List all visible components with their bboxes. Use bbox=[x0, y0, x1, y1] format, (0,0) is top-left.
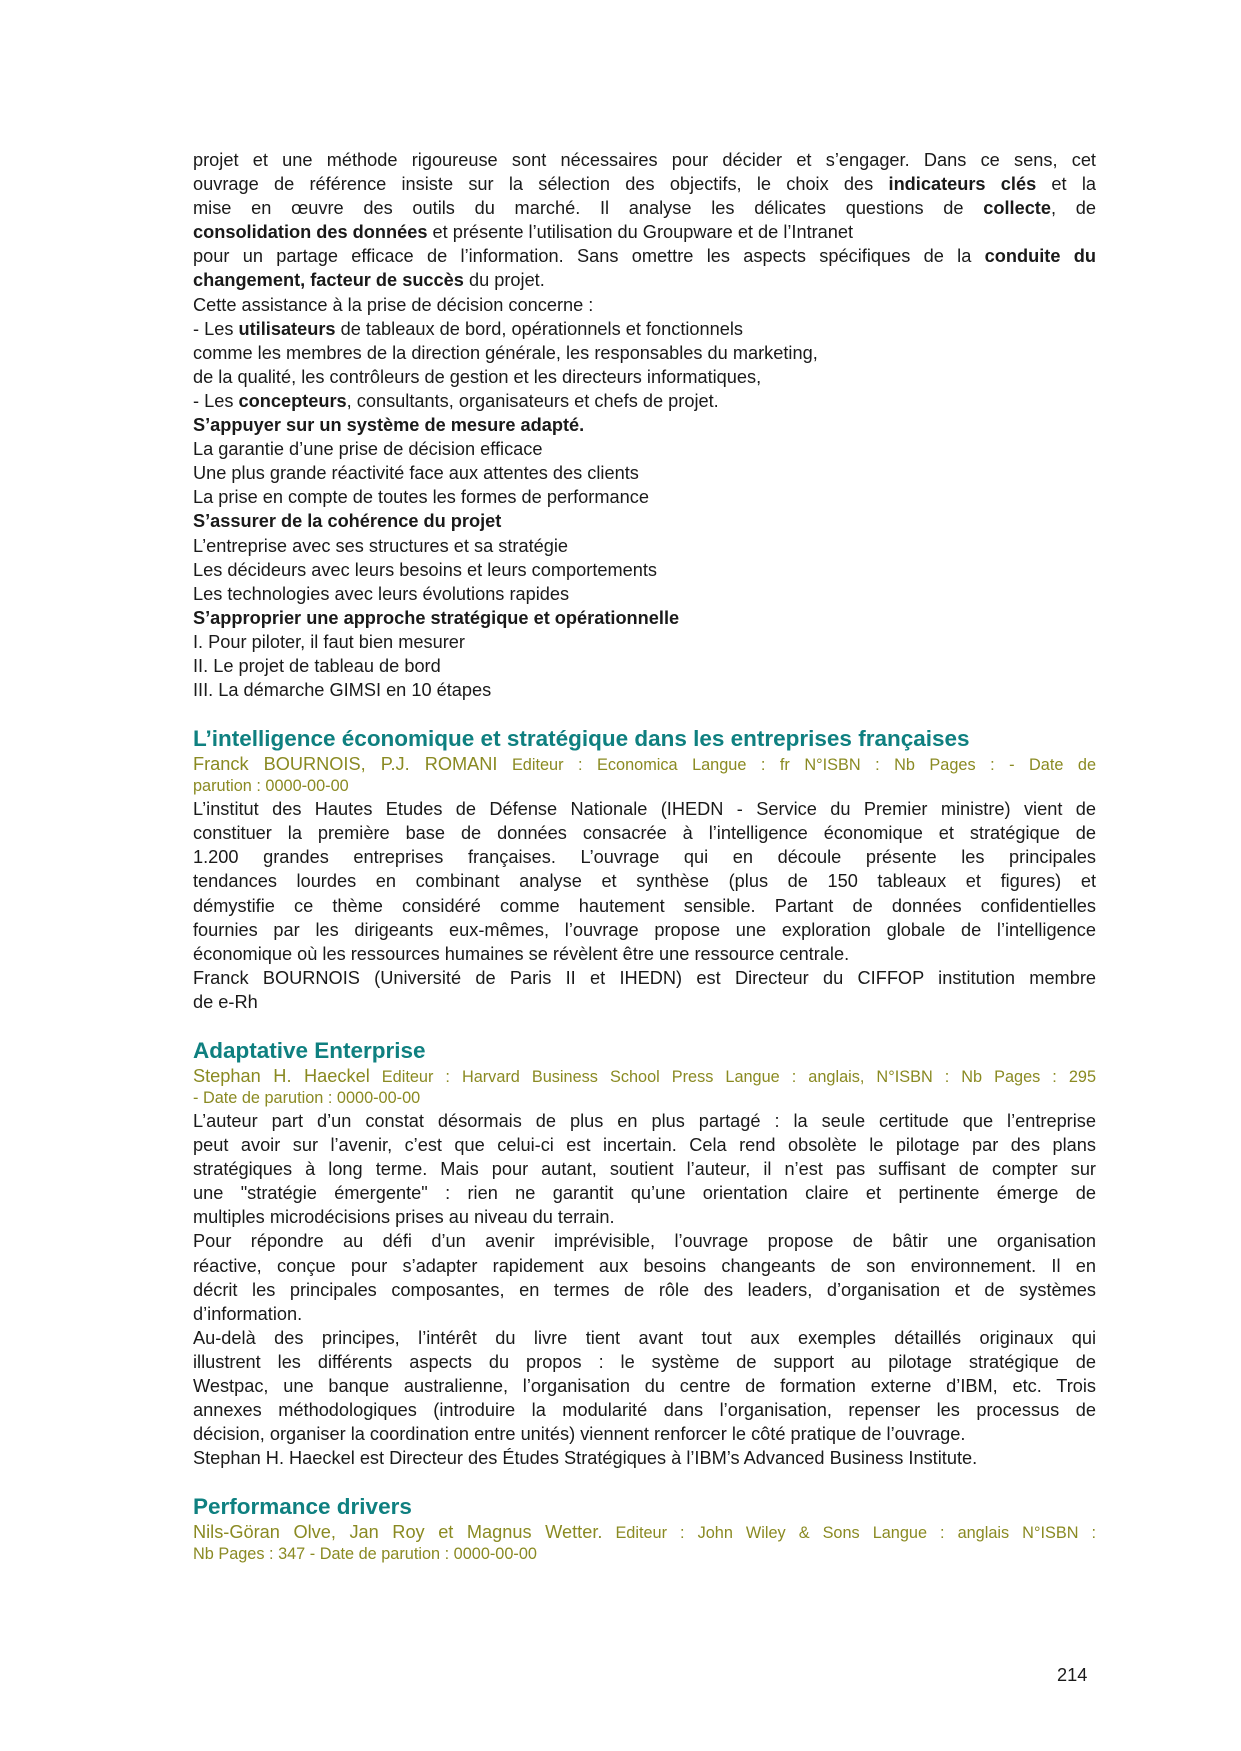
text-span: III. La démarche GIMSI en 10 étapes bbox=[193, 680, 492, 701]
book-title: Adaptative Enterprise bbox=[193, 1038, 426, 1063]
text-span: La garantie d’une prise de décision efficace bbox=[193, 439, 543, 460]
book-meta-line: parution : 0000-00-00 bbox=[193, 777, 349, 796]
bold-text: concepteurs bbox=[238, 390, 347, 411]
text-span: de la qualité, les contrôleurs de gestion et les directeurs informatiques, bbox=[193, 366, 762, 387]
book-author: Stephan H. Haeckel bbox=[193, 1066, 370, 1086]
book-description-line: multiples microdécisions prises au niveau du terrain. bbox=[193, 1207, 615, 1228]
book-meta-line: - Date de parution : 0000-00-00 bbox=[193, 1089, 421, 1107]
page-content bbox=[193, 148, 1096, 1565]
book-meta-line bbox=[193, 1065, 1096, 1087]
intro-line bbox=[193, 606, 1096, 630]
intro-line bbox=[193, 582, 1096, 606]
book-description-line: peut avoir sur l’avenir, c’est que celui-ci est incertain. Cela rend obsolète le pilotage par des plans bbox=[193, 1135, 1096, 1156]
intro-line bbox=[193, 630, 1096, 654]
text-span: de tableaux de bord, opérationnels et fonctionnels bbox=[335, 318, 744, 339]
bold-text: utilisateurs bbox=[238, 318, 336, 339]
intro-line bbox=[193, 172, 1096, 196]
bold-text: changement, facteur de succès bbox=[193, 270, 464, 291]
intro-line bbox=[193, 485, 1096, 509]
text-span: mise en œuvre des outils du marché. Il analyse les délicates questions de bbox=[193, 198, 984, 219]
text-span: comme les membres de la direction générale, les responsables du marketing, bbox=[193, 342, 818, 363]
book-description-line: une "stratégie émergente" : rien ne garantit qu’une orientation claire et pertinente émerge de bbox=[193, 1183, 1096, 1204]
text-span: et la bbox=[1036, 174, 1096, 195]
book-description-line: 1.200 grandes entreprises françaises. L’ouvrage qui en découle présente les principales bbox=[193, 847, 1096, 868]
book-entry bbox=[193, 702, 1096, 1014]
book-entry bbox=[193, 1470, 1096, 1565]
intro-line bbox=[193, 317, 1096, 341]
book-author: Franck BOURNOIS, P.J. ROMANI bbox=[193, 754, 498, 775]
text-span: Cette assistance à la prise de décision concerne : bbox=[193, 294, 594, 315]
book-description-line: fournies par les dirigeants eux-mêmes, l’ouvrage propose une exploration globale de l’intelligence bbox=[193, 919, 1096, 940]
book-list bbox=[193, 702, 1096, 1565]
book-author: Nils-Göran Olve, Jan Roy et Magnus Wetter. bbox=[193, 1522, 603, 1543]
text-span: Les technologies avec leurs évolutions rapides bbox=[193, 583, 570, 604]
book-meta-line bbox=[193, 753, 1096, 775]
book-description-line: illustrent les différents aspects du propos : le système de support au pilotage stratégique de bbox=[193, 1351, 1096, 1372]
book-description-line: de e-Rh bbox=[193, 991, 258, 1012]
intro-line bbox=[193, 558, 1096, 582]
book-description-line: réactive, conçue pour s’adapter rapidement aux besoins changeants de son environnement. Il en bbox=[193, 1255, 1096, 1276]
book-description-line: L’auteur part d’un constat désormais de plus en plus partagé : la seule certitude que l’entreprise bbox=[193, 1111, 1096, 1131]
book-description-line: économique où les ressources humaines se révèlent être une ressource centrale. bbox=[193, 943, 850, 964]
text-span: L’entreprise avec ses structures et sa stratégie bbox=[193, 535, 569, 556]
text-span: II. Le projet de tableau de bord bbox=[193, 655, 441, 676]
bold-text: S’appuyer sur un système de mesure adapté. bbox=[193, 415, 585, 436]
book-description-line: Pour répondre au défi d’un avenir imprévisible, l’ouvrage propose de bâtir une organisation bbox=[193, 1231, 1096, 1252]
text-span: , consultants, organisateurs et chefs de projet. bbox=[346, 390, 719, 411]
intro-line bbox=[193, 365, 1096, 389]
book-description-line: stratégiques à long terme. Mais pour autant, soutient l’auteur, il n’est pas suffisant de compter sur bbox=[193, 1159, 1096, 1180]
book-description-line: Stephan H. Haeckel est Directeur des Études Stratégiques à l’IBM’s Advanced Business Institute. bbox=[193, 1448, 978, 1469]
book-description-line: d’information. bbox=[193, 1303, 303, 1324]
intro-line bbox=[193, 293, 1096, 317]
intro-line bbox=[193, 148, 1096, 172]
bold-text: S’approprier une approche stratégique et opérationnelle bbox=[193, 607, 680, 628]
bold-text: consolidation des données bbox=[193, 222, 428, 243]
text-span: Une plus grande réactivité face aux attentes des clients bbox=[193, 463, 639, 484]
intro-line bbox=[193, 220, 1096, 244]
text-span: , de bbox=[1050, 198, 1096, 219]
intro-line bbox=[193, 654, 1096, 678]
book-description-line: tendances lourdes en combinant analyse et synthèse (plus de 150 tableaux et figures) et bbox=[193, 871, 1096, 892]
intro-line bbox=[193, 244, 1096, 268]
book-description-line: Franck BOURNOIS (Université de Paris II et IHEDN) est Directeur du CIFFOP institution membre bbox=[193, 967, 1096, 988]
book-description-line: L’institut des Hautes Etudes de Défense Nationale (IHEDN - Service du Premier ministre) vient de bbox=[193, 799, 1096, 820]
intro-line bbox=[193, 534, 1096, 558]
text-span: I. Pour piloter, il faut bien mesurer bbox=[193, 631, 465, 652]
text-span: ouvrage de référence insiste sur la sélection des objectifs, le choix des bbox=[193, 174, 889, 195]
intro-line bbox=[193, 509, 1096, 533]
book-description-line: décision, organiser la coordination entre unités) viennent renforcer le côté pratique de l’ouvrage. bbox=[193, 1424, 966, 1445]
book-entry bbox=[193, 1014, 1096, 1470]
book-meta-line bbox=[193, 1521, 1096, 1543]
book-description-line: constituer la première base de données consacrée à l’intelligence économique et stratégique de bbox=[193, 823, 1096, 844]
book-description-line: Au-delà des principes, l’intérêt du livre tient avant tout aux exemples détaillés originaux qui bbox=[193, 1327, 1096, 1348]
text-span: pour un partage efficace de l’information. Sans omettre les aspects spécifiques de la bbox=[193, 246, 985, 267]
text-span: La prise en compte de toutes les formes de performance bbox=[193, 487, 649, 508]
book-description-line: décrit les principales composantes, en termes de rôle des leaders, d’organisation et de systèmes bbox=[193, 1279, 1096, 1300]
bold-text: conduite du bbox=[984, 246, 1096, 267]
text-span: Les décideurs avec leurs besoins et leurs comportements bbox=[193, 559, 658, 580]
book-title: Performance drivers bbox=[193, 1494, 412, 1520]
bold-text: indicateurs clés bbox=[888, 174, 1037, 195]
intro-line bbox=[193, 341, 1096, 365]
book-meta-line: Nb Pages : 347 - Date de parution : 0000-00-00 bbox=[193, 1545, 537, 1564]
page-number: 214 bbox=[1057, 1665, 1088, 1685]
text-span: et présente l’utilisation du Groupware et de l’Intranet bbox=[427, 222, 854, 243]
text-span: - Les bbox=[193, 390, 239, 411]
intro-line bbox=[193, 389, 1096, 413]
text-span: projet et une méthode rigoureuse sont nécessaires pour décider et s’engager. Dans ce sens, cet bbox=[193, 150, 1096, 170]
bold-text: S’assurer de la cohérence du projet bbox=[193, 511, 502, 532]
bold-text: collecte bbox=[983, 198, 1051, 219]
book-description-line: démystifie ce thème considéré comme hautement sensible. Partant de données confidentielles bbox=[193, 895, 1096, 916]
text-span: - Les bbox=[193, 318, 239, 339]
book-meta-details: Editeur : Harvard Business School Press Langue : anglais, N°ISBN : Nb Pages : 295 bbox=[369, 1068, 1096, 1086]
intro-line bbox=[193, 678, 1096, 702]
intro-section bbox=[193, 148, 1096, 702]
book-title: L’intelligence économique et stratégique dans les entreprises françaises bbox=[193, 726, 970, 752]
book-description-line: annexes méthodologiques (introduire la modularité dans l’organisation, repenser les processus de bbox=[193, 1400, 1096, 1421]
intro-line bbox=[193, 413, 1096, 437]
intro-line bbox=[193, 461, 1096, 485]
intro-line bbox=[193, 268, 1096, 292]
intro-line bbox=[193, 437, 1096, 461]
book-meta-details: Editeur : Economica Langue : fr N°ISBN : Nb Pages : - Date de bbox=[497, 756, 1096, 775]
intro-line bbox=[193, 196, 1096, 220]
book-description-line: Westpac, une banque australienne, l’organisation du centre de formation externe d’IBM, etc. Trois bbox=[193, 1376, 1096, 1397]
text-span: du projet. bbox=[463, 270, 545, 291]
book-meta-details: Editeur : John Wiley & Sons Langue : anglais N°ISBN : bbox=[602, 1524, 1096, 1543]
